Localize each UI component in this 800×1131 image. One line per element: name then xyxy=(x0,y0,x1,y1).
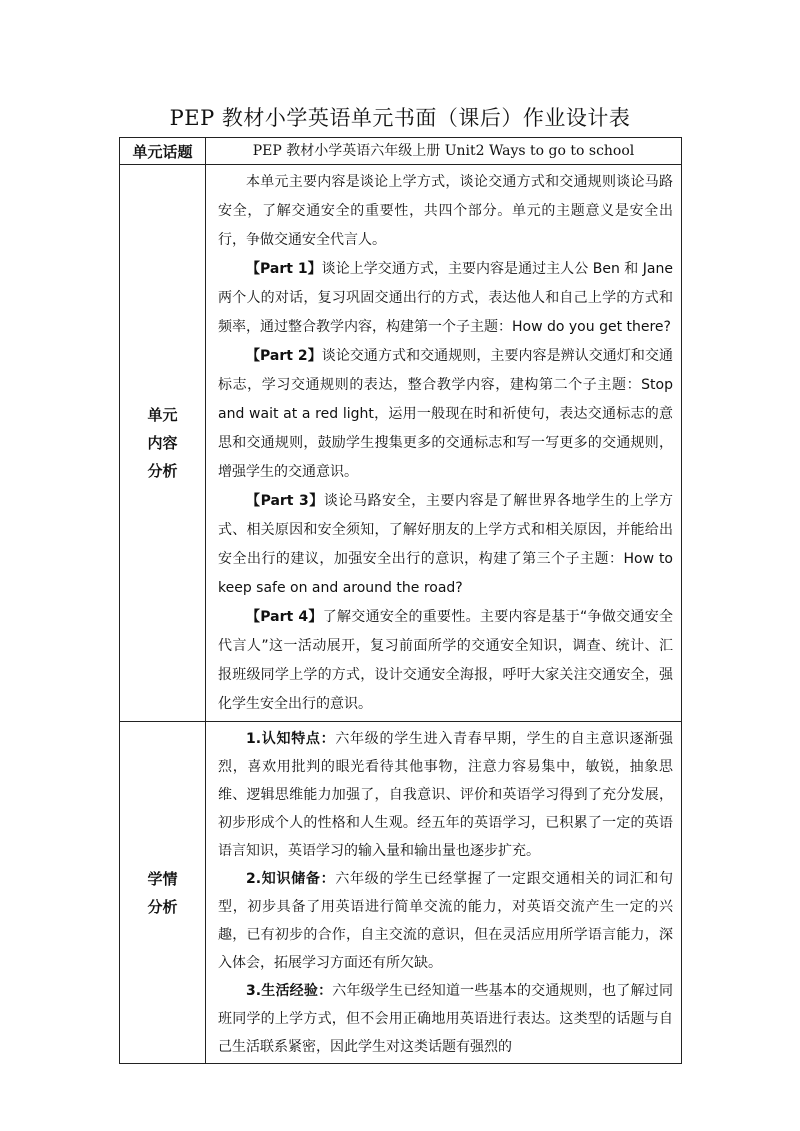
study-item-text: 六年级学生已经知道一些基本的交通规则，也了解过同班同学的上学方式，但不会用正确地用英语进行表达。这类型的话题与自己生活联系紧密，因此学生对这类话题有强烈的 xyxy=(218,983,674,1055)
content-part-2 xyxy=(218,342,673,487)
part-text: 谈论上学交通方式，主要内容是通过主人公 Ben 和 Jane 两个人的对话，复习巩固交通出行的方式，表达他人和自己上学的方式和频率，通过整合教学内容，构建第一个子主题：How do you get there? xyxy=(218,261,673,335)
content-analysis-text xyxy=(206,165,681,721)
study-item-2 xyxy=(218,865,673,977)
table-row-content-analysis xyxy=(120,165,682,722)
study-item-3 xyxy=(218,977,673,1061)
part-tag: 【Part 3】 xyxy=(246,493,324,509)
content-part-4 xyxy=(218,603,673,719)
content-label-line: 分析 xyxy=(147,462,178,480)
part-text: 谈论马路安全，主要内容是了解世界各地学生的上学方式、相关原因和安全须知，了解好朋友的上学方式和相关原因，并能给出安全出行的建议，加强安全出行的意识，构建了第三个子主题：How to keep safe on and around the road? xyxy=(218,493,674,596)
study-item-1 xyxy=(218,725,673,865)
study-item-text: 六年级的学生进入青春早期，学生的自主意识逐渐强烈，喜欢用批判的眼光看待其他事物，注意力容易集中，敏锐，抽象思维、逻辑思维能力加强了，自我意识、评价和英语学习得到了充分发展，初步形成个人的性格和人生观。经五年的英语学习，已积累了一定的英语语言知识，英语学习的输入量和输出量也逐步扩充。 xyxy=(218,731,674,859)
study-item-tag: 3.生活经验： xyxy=(246,983,333,999)
document-title: PEP 教材小学英语单元书面（课后）作业设计表 xyxy=(169,106,631,130)
content-label-line: 内容 xyxy=(147,434,178,452)
part-tag: 【Part 4】 xyxy=(246,609,323,625)
part-text: 谈论交通方式和交通规则，主要内容是辨认交通灯和交通标志，学习交通规则的表达，整合教学内容，建构第二个子主题：Stop and wait at a red light，运用一般现在时和祈使句，表达交通标志的意思和交通规则，鼓励学生搜集更多的交通标志和写一写更多的交通规则，增强学生的交通意识。 xyxy=(218,348,674,480)
study-item-tag: 2.知识储备： xyxy=(246,871,336,887)
part-tag: 【Part 1】 xyxy=(246,261,322,277)
table-row-topic xyxy=(120,138,682,165)
study-item-text: 六年级的学生已经掌握了一定跟交通相关的词汇和句型，初步具备了用英语进行简单交流的能力，对英语交流产生一定的兴趣，已有初步的合作，自主交流的意识，但在灵活应用所学语言能力，深入体会，拓展学习方面还有所欠缺。 xyxy=(218,871,674,971)
content-label-line: 单元 xyxy=(147,406,178,424)
topic-value: PEP 教材小学英语六年级上册 Unit2 Ways to go to school xyxy=(252,143,635,159)
topic-label: 单元话题 xyxy=(120,138,206,165)
study-analysis-label xyxy=(120,722,206,1064)
table-row-study-analysis xyxy=(120,722,682,1064)
content-part-1 xyxy=(218,255,673,342)
content-part-3 xyxy=(218,487,673,603)
content-intro: 本单元主要内容是谈论上学方式，谈论交通方式和交通规则谈论马路安全，了解交通安全的重要性，共四个部分。单元的主题意义是安全出行，争做交通安全代言人。 xyxy=(218,174,673,248)
study-item-tag: 1.认知特点： xyxy=(246,731,336,747)
content-analysis-label xyxy=(120,165,206,722)
part-tag: 【Part 2】 xyxy=(246,348,322,364)
homework-design-table xyxy=(119,137,682,1064)
study-label-line: 分析 xyxy=(147,897,178,916)
study-label-line: 学情 xyxy=(147,869,178,888)
part-text: 了解交通安全的重要性。主要内容是基于“争做交通安全代言人”这一活动展开，复习前面所学的交通安全知识，调查、统计、汇报班级同学上学的方式，设计交通安全海报，呼吁大家关注交通安全，强化学生安全出行的意识。 xyxy=(218,609,673,712)
study-analysis-text xyxy=(206,722,681,1063)
